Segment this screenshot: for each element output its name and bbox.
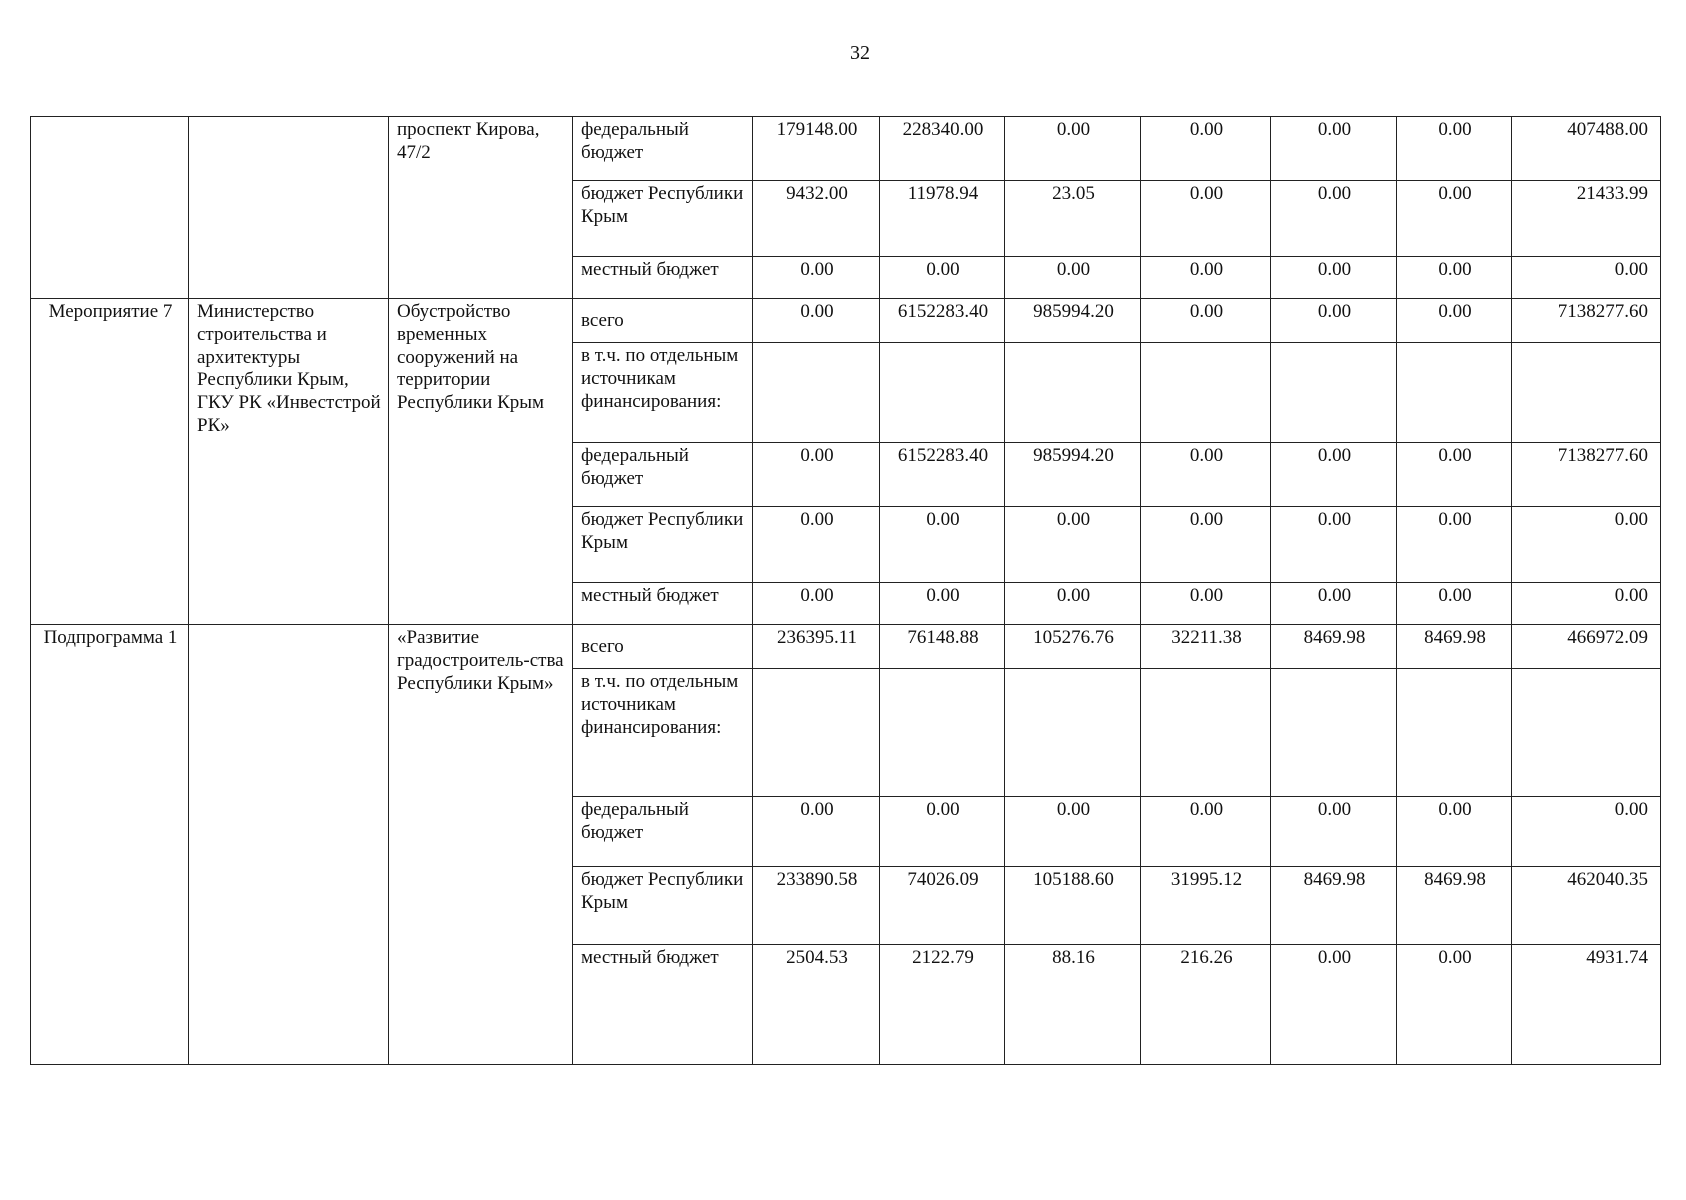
cell-value: 0.00 (1512, 257, 1661, 299)
cell-value (1271, 669, 1397, 797)
cell-value: 88.16 (1005, 945, 1141, 1065)
cell-value: 0.00 (1141, 299, 1271, 343)
cell-source: бюджет Республики Крым (573, 867, 753, 945)
cell-value: 0.00 (1005, 257, 1141, 299)
cell-value: 0.00 (1141, 797, 1271, 867)
cell-value (1512, 343, 1661, 443)
cell-value: 0.00 (753, 299, 880, 343)
cell-value: 466972.09 (1512, 625, 1661, 669)
cell-value: 0.00 (1397, 583, 1512, 625)
cell-value (1005, 669, 1141, 797)
cell-source: федеральный бюджет (573, 117, 753, 181)
cell-value: 0.00 (1397, 945, 1512, 1065)
cell-source: всего (573, 299, 753, 343)
cell-value: 0.00 (753, 443, 880, 507)
cell-value: 6152283.40 (880, 299, 1005, 343)
cell-value: 0.00 (1271, 797, 1397, 867)
cell-value: 0.00 (1397, 299, 1512, 343)
table-row (31, 117, 1661, 181)
cell-value: 32211.38 (1141, 625, 1271, 669)
cell-value: 0.00 (1271, 181, 1397, 257)
cell-title: проспект Кирова, 47/2 (389, 117, 573, 299)
cell-value: 8469.98 (1397, 625, 1512, 669)
cell-value: 0.00 (753, 507, 880, 583)
cell-value: 462040.35 (1512, 867, 1661, 945)
cell-value: 0.00 (1271, 443, 1397, 507)
cell-value (1271, 343, 1397, 443)
cell-value: 985994.20 (1005, 299, 1141, 343)
cell-value: 2122.79 (880, 945, 1005, 1065)
cell-label: Подпрограмма 1 (31, 625, 189, 1065)
cell-value: 2504.53 (753, 945, 880, 1065)
cell-executor (189, 117, 389, 299)
cell-value: 0.00 (1397, 257, 1512, 299)
cell-source: бюджет Республики Крым (573, 507, 753, 583)
cell-value: 6152283.40 (880, 443, 1005, 507)
cell-source: местный бюджет (573, 257, 753, 299)
cell-value: 31995.12 (1141, 867, 1271, 945)
page-number: 32 (850, 42, 870, 64)
budget-table (30, 116, 1661, 1065)
cell-source: федеральный бюджет (573, 797, 753, 867)
cell-value: 11978.94 (880, 181, 1005, 257)
cell-value: 0.00 (1271, 945, 1397, 1065)
cell-value (880, 343, 1005, 443)
cell-source: в т.ч. по отдельным источникам финансирования: (573, 669, 753, 797)
cell-value: 0.00 (1271, 299, 1397, 343)
cell-value: 76148.88 (880, 625, 1005, 669)
cell-value (1005, 343, 1141, 443)
cell-value: 8469.98 (1397, 867, 1512, 945)
cell-source: всего (573, 625, 753, 669)
cell-value: 0.00 (880, 257, 1005, 299)
cell-value: 0.00 (1141, 507, 1271, 583)
cell-value: 7138277.60 (1512, 299, 1661, 343)
cell-value (1141, 669, 1271, 797)
cell-value: 0.00 (1512, 583, 1661, 625)
cell-executor (189, 625, 389, 1065)
cell-value: 0.00 (880, 797, 1005, 867)
cell-label (31, 117, 189, 299)
table-row (31, 625, 1661, 669)
cell-value: 216.26 (1141, 945, 1271, 1065)
cell-value: 0.00 (1512, 797, 1661, 867)
cell-value: 233890.58 (753, 867, 880, 945)
cell-value (1397, 669, 1512, 797)
cell-value: 21433.99 (1512, 181, 1661, 257)
cell-source: местный бюджет (573, 945, 753, 1065)
cell-value: 0.00 (1512, 507, 1661, 583)
cell-value: 985994.20 (1005, 443, 1141, 507)
cell-value: 0.00 (1141, 583, 1271, 625)
cell-value: 228340.00 (880, 117, 1005, 181)
cell-value: 8469.98 (1271, 867, 1397, 945)
cell-value: 236395.11 (753, 625, 880, 669)
cell-value: 0.00 (1005, 797, 1141, 867)
cell-source: федеральный бюджет (573, 443, 753, 507)
cell-value: 179148.00 (753, 117, 880, 181)
cell-value: 0.00 (1397, 797, 1512, 867)
cell-source: бюджет Республики Крым (573, 181, 753, 257)
cell-title: Обустройство временных сооружений на территории Республики Крым (389, 299, 573, 625)
cell-value: 9432.00 (753, 181, 880, 257)
cell-value: 0.00 (1005, 507, 1141, 583)
cell-value: 0.00 (753, 257, 880, 299)
cell-value: 105188.60 (1005, 867, 1141, 945)
cell-value (753, 669, 880, 797)
cell-value: 74026.09 (880, 867, 1005, 945)
cell-title: «Развитие градостроитель-ства Республики Крым» (389, 625, 573, 1065)
cell-value: 105276.76 (1005, 625, 1141, 669)
cell-value: 8469.98 (1271, 625, 1397, 669)
cell-value: 0.00 (1397, 181, 1512, 257)
cell-value: 0.00 (753, 797, 880, 867)
cell-value: 0.00 (1397, 443, 1512, 507)
cell-value: 0.00 (1271, 257, 1397, 299)
cell-value: 0.00 (1397, 117, 1512, 181)
cell-value (753, 343, 880, 443)
cell-source: в т.ч. по отдельным источникам финансирования: (573, 343, 753, 443)
cell-value: 0.00 (1141, 117, 1271, 181)
cell-value (1141, 343, 1271, 443)
cell-value: 0.00 (1271, 507, 1397, 583)
cell-value: 4931.74 (1512, 945, 1661, 1065)
cell-value: 0.00 (880, 583, 1005, 625)
cell-value (1397, 343, 1512, 443)
cell-value: 0.00 (1141, 443, 1271, 507)
cell-value: 0.00 (1271, 117, 1397, 181)
table-row (31, 299, 1661, 343)
cell-value: 0.00 (1141, 257, 1271, 299)
cell-value: 0.00 (753, 583, 880, 625)
cell-source: местный бюджет (573, 583, 753, 625)
cell-value: 23.05 (1005, 181, 1141, 257)
cell-executor: Министерство строительства и архитектуры Республики Крым, ГКУ РК «Инвестстрой РК» (189, 299, 389, 625)
cell-value (1512, 669, 1661, 797)
cell-value: 0.00 (1141, 181, 1271, 257)
cell-value: 407488.00 (1512, 117, 1661, 181)
cell-value: 0.00 (880, 507, 1005, 583)
cell-value: 0.00 (1397, 507, 1512, 583)
cell-value (880, 669, 1005, 797)
cell-value: 0.00 (1271, 583, 1397, 625)
cell-value: 0.00 (1005, 583, 1141, 625)
cell-value: 7138277.60 (1512, 443, 1661, 507)
cell-value: 0.00 (1005, 117, 1141, 181)
cell-label: Мероприятие 7 (31, 299, 189, 625)
